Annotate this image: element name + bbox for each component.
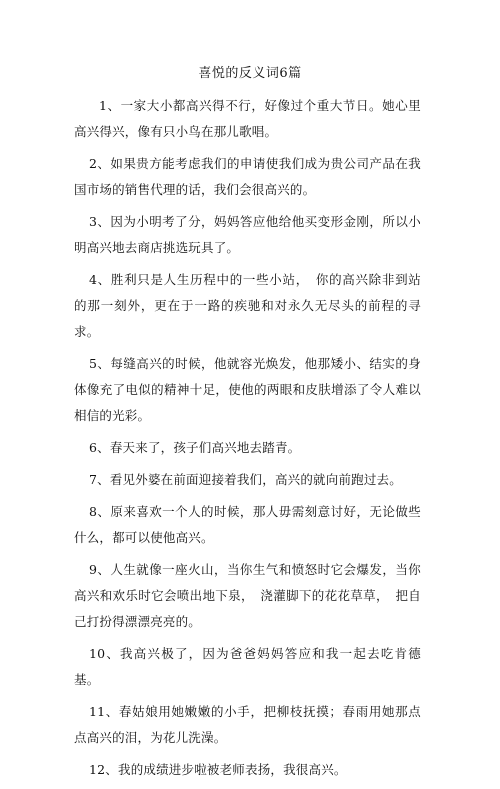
paragraph-4 <box>74 267 421 345</box>
paragraph-text: 8、原来喜欢一个人的时候，那人毋需刻意讨好，无论做些什么，都可以使他高兴。 <box>74 504 421 545</box>
paragraph-3 <box>74 209 421 261</box>
paragraph-text: 5、每缝高兴的时候，他就容光焕发，他那矮小、结实的身体像充了电似的精神十足，使他的两眼和皮肤增添了令人难以相信的光彩。 <box>74 356 421 423</box>
paragraph-6 <box>74 435 421 461</box>
paragraph-text: 11、春姑娘用她嫩嫩的小手，把柳枝抚摸；春雨用她那点点高兴的泪，为花儿洗澡。 <box>74 704 421 745</box>
paragraph-text: 7、看见外婆在前面迎接着我们，高兴的就向前跑过去。 <box>89 472 402 487</box>
paragraph-5 <box>74 351 421 429</box>
paragraph-text: 4、胜利只是人生历程中的一些小站， 你的高兴除非到站的那一刻外，更在于一路的疾驰和对永久无尽头的前程的寻求。 <box>74 272 421 339</box>
paragraph-2 <box>74 151 421 203</box>
paragraph-text: 1、一家大小都高兴得不行，好像过个重大节日。她心里高兴得兴，像有只小鸟在那儿歌唱。 <box>74 98 421 139</box>
paragraph-text: 3、因为小明考了分，妈妈答应他给他买变形金刚，所以小明高兴地去商店挑选玩具了。 <box>74 214 421 255</box>
paragraph-12 <box>74 757 421 783</box>
paragraph-10 <box>74 641 421 693</box>
paragraph-text: 9、人生就像一座火山，当你生气和愤怒时它会爆发，当你高兴和欢乐时它会喷出地下泉， 浇灌脚下的花花草草， 把自己打扮得漂漂亮亮的。 <box>74 562 421 629</box>
paragraph-9 <box>74 557 421 635</box>
paragraph-7 <box>74 467 421 493</box>
paragraph-8 <box>74 499 421 551</box>
paragraph-1 <box>74 93 421 145</box>
document-title: 喜悦的反义词6篇 <box>198 66 302 81</box>
document-body <box>74 93 421 789</box>
paragraph-text: 12、我的成绩进步啦被老师表扬，我很高兴。 <box>89 762 347 777</box>
paragraph-text: 2、如果贵方能考虑我们的申请使我们成为贵公司产品在我国市场的销售代理的话，我们会很高兴的。 <box>74 156 421 197</box>
paragraph-text: 6、春天来了，孩子们高兴地去踏青。 <box>89 440 301 455</box>
paragraph-text: 10、我高兴极了，因为爸爸妈妈答应和我一起去吃肯德基。 <box>74 646 421 687</box>
